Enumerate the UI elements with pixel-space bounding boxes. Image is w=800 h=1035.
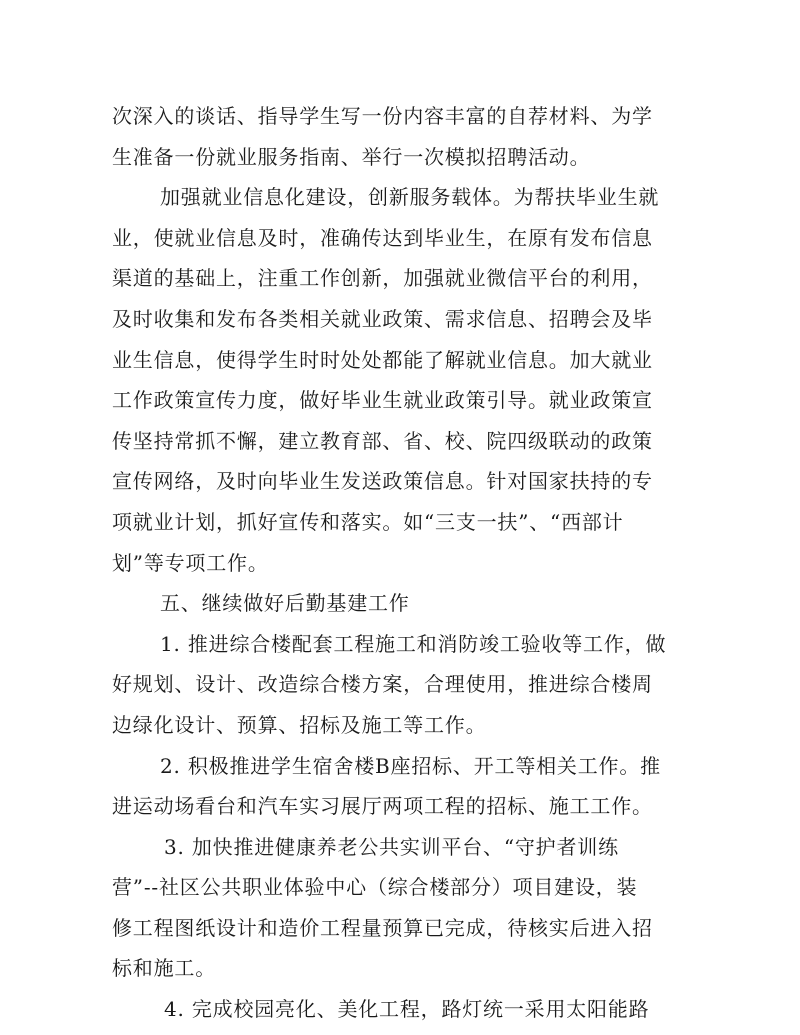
- text-line: 修工程图纸设计和造价工程量预算已完成，待核实后进入招: [112, 915, 653, 940]
- list-item-2: 2. 积极推进学生宿舍楼B座招标、开工等相关工作。推: [160, 753, 661, 778]
- text-line: 好规划、设计、改造综合楼方案，合理使用，推进综合楼周: [112, 672, 653, 697]
- text-line: 标和施工。: [112, 956, 216, 981]
- section-heading: 五、继续做好后勤基建工作: [160, 591, 410, 616]
- list-item-1: 1. 推进综合楼配套工程施工和消防竣工验收等工作，做: [160, 631, 667, 656]
- text-line: 传坚持常抓不懈，建立教育部、省、校、院四级联动的政策: [112, 428, 653, 453]
- text-line: 工作政策宣传力度，做好毕业生就业政策引导。就业政策宣: [112, 388, 653, 413]
- text-line: 生准备一份就业服务指南、举行一次模拟招聘活动。: [112, 144, 591, 169]
- document-body: [112, 96, 692, 1030]
- list-item-3: 3. 加快推进健康养老公共实训平台、“守护者训练: [164, 834, 619, 859]
- text-line: 业，使就业信息及时，准确传达到毕业生，在原有发布信息: [112, 225, 653, 250]
- text-line: 进运动场看台和汽车实习展厅两项工程的招标、施工工作。: [112, 794, 653, 819]
- text-line: 业生信息，使得学生时时处处都能了解就业信息。加大就业: [112, 347, 653, 372]
- text-line: 及时收集和发布各类相关就业政策、需求信息、招聘会及毕: [112, 306, 653, 331]
- text-line: 划”等专项工作。: [112, 550, 269, 575]
- paragraph-start: 加强就业信息化建设，创新服务载体。为帮扶毕业生就: [160, 185, 660, 210]
- text-line: 营”--社区公共职业体验中心（综合楼部分）项目建设，装: [112, 875, 638, 900]
- text-line: 渠道的基础上，注重工作创新，加强就业微信平台的利用，: [112, 266, 653, 291]
- text-line: 边绿化设计、预算、招标及施工等工作。: [112, 712, 487, 737]
- text-line: 项就业计划，抓好宣传和落实。如“三支一扶”、“西部计: [112, 509, 624, 534]
- text-line: 次深入的谈话、指导学生写一份内容丰富的自荐材料、为学: [112, 104, 653, 128]
- text-line: 宣传网络，及时向毕业生发送政策信息。针对国家扶持的专: [112, 469, 653, 494]
- list-item-4: 4. 完成校园亮化、美化工程，路灯统一采用太阳能路: [164, 997, 650, 1022]
